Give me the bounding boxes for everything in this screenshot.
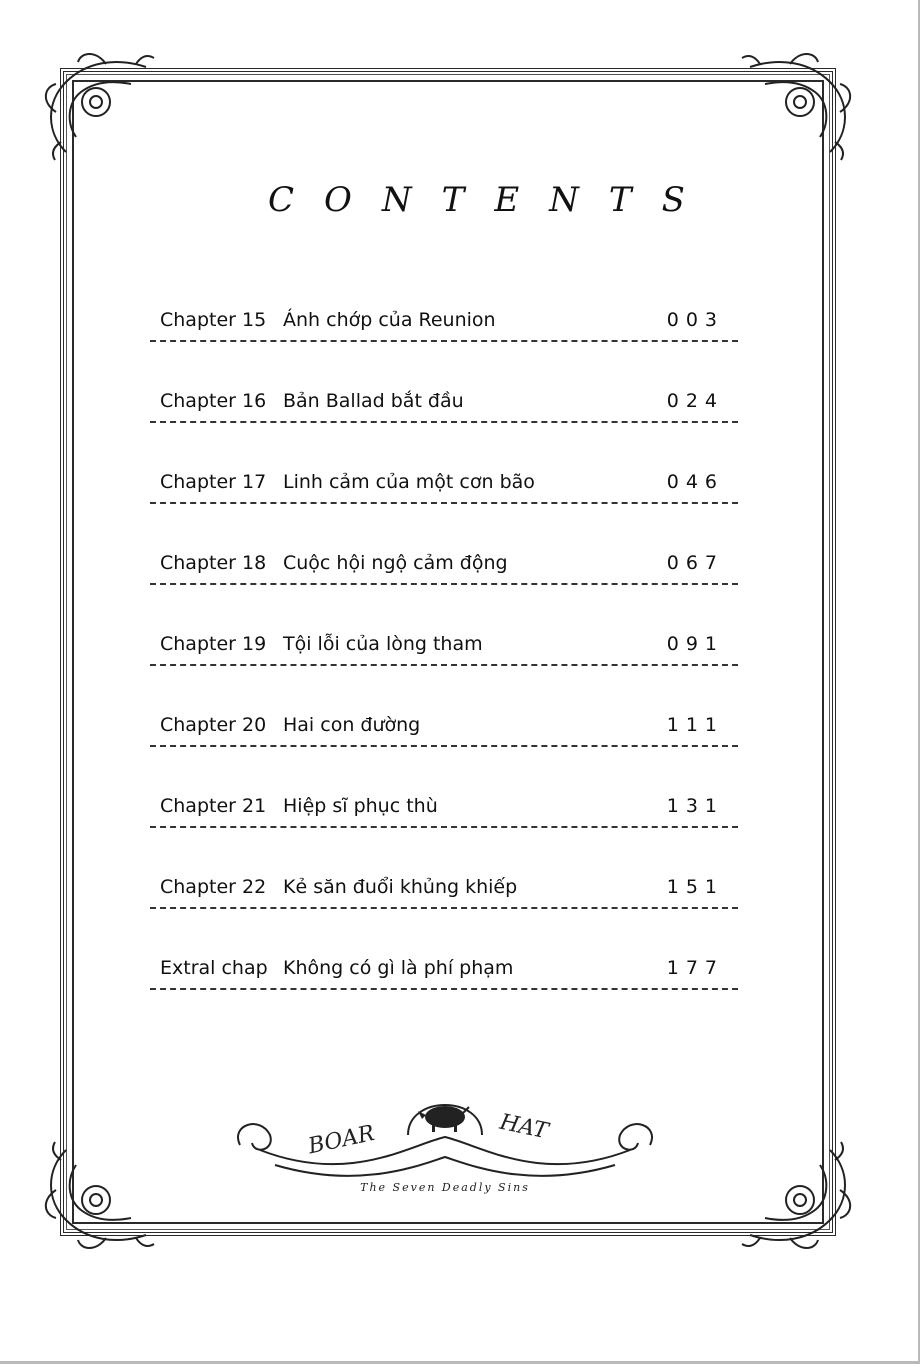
corner-ornament-icon <box>740 1140 860 1260</box>
page-number: 046 <box>666 471 724 493</box>
chapter-title: Linh cảm của một cơn bão <box>283 471 535 493</box>
toc-row[interactable] <box>150 543 738 624</box>
corner-ornament-icon <box>740 42 860 162</box>
chapter-title: Hai con đường <box>283 714 421 736</box>
chapter-title: Tội lỗi của lòng tham <box>283 633 483 655</box>
logo-word-left: BOAR <box>305 1120 377 1160</box>
chapter-number: Chapter 15 <box>160 309 267 331</box>
toc-row[interactable] <box>150 381 738 462</box>
chapter-number: Chapter 20 <box>160 714 267 736</box>
chapter-number: Chapter 22 <box>160 876 267 898</box>
page-number: 024 <box>666 390 724 412</box>
page-number: 151 <box>666 876 724 898</box>
chapter-number: Chapter 18 <box>160 552 267 574</box>
logo-subtitle: The Seven Deadly Sins <box>360 1181 530 1194</box>
dashed-leader <box>150 745 738 747</box>
toc-row[interactable] <box>150 786 738 867</box>
corner-ornament-icon <box>36 42 156 162</box>
toc-row[interactable] <box>150 867 738 948</box>
chapter-number: Chapter 21 <box>160 795 267 817</box>
page-number: 003 <box>666 309 724 331</box>
corner-ornament-icon <box>36 1140 156 1260</box>
chapter-number: Chapter 16 <box>160 390 267 412</box>
chapter-title: Hiệp sĩ phục thù <box>283 795 438 817</box>
page-number: 111 <box>666 714 724 736</box>
chapter-number: Chapter 19 <box>160 633 267 655</box>
page-number: 067 <box>666 552 724 574</box>
dashed-leader <box>150 421 738 423</box>
logo-word-right: HAT <box>497 1109 551 1145</box>
dashed-leader <box>150 988 738 990</box>
chapter-title: Ánh chớp của Reunion <box>283 309 496 331</box>
right-swirl <box>619 1124 652 1150</box>
toc-row[interactable] <box>150 624 738 705</box>
toc-row[interactable] <box>150 948 738 1029</box>
boar-hat-logo <box>230 1075 660 1205</box>
dashed-leader <box>150 340 738 342</box>
ribbon-curve-lower <box>275 1157 615 1176</box>
chapter-number: Extral chap <box>160 957 268 979</box>
chapter-title: Cuộc hội ngộ cảm động <box>283 552 508 574</box>
left-swirl <box>238 1124 271 1150</box>
toc-row[interactable] <box>150 705 738 786</box>
dashed-leader <box>150 583 738 585</box>
dashed-leader <box>150 907 738 909</box>
dashed-leader <box>150 502 738 504</box>
dashed-leader <box>150 826 738 828</box>
table-of-contents <box>150 300 738 1029</box>
chapter-title: Kẻ săn đuổi khủng khiếp <box>283 876 518 898</box>
dashed-leader <box>150 664 738 666</box>
toc-row[interactable] <box>150 462 738 543</box>
page-title: CONTENTS <box>268 180 715 220</box>
page-number: 131 <box>666 795 724 817</box>
chapter-title: Bản Ballad bắt đầu <box>283 390 464 412</box>
chapter-title: Không có gì là phí phạm <box>283 957 514 979</box>
page-number: 091 <box>666 633 724 655</box>
chapter-number: Chapter 17 <box>160 471 267 493</box>
page-number: 177 <box>666 957 724 979</box>
toc-row[interactable] <box>150 300 738 381</box>
